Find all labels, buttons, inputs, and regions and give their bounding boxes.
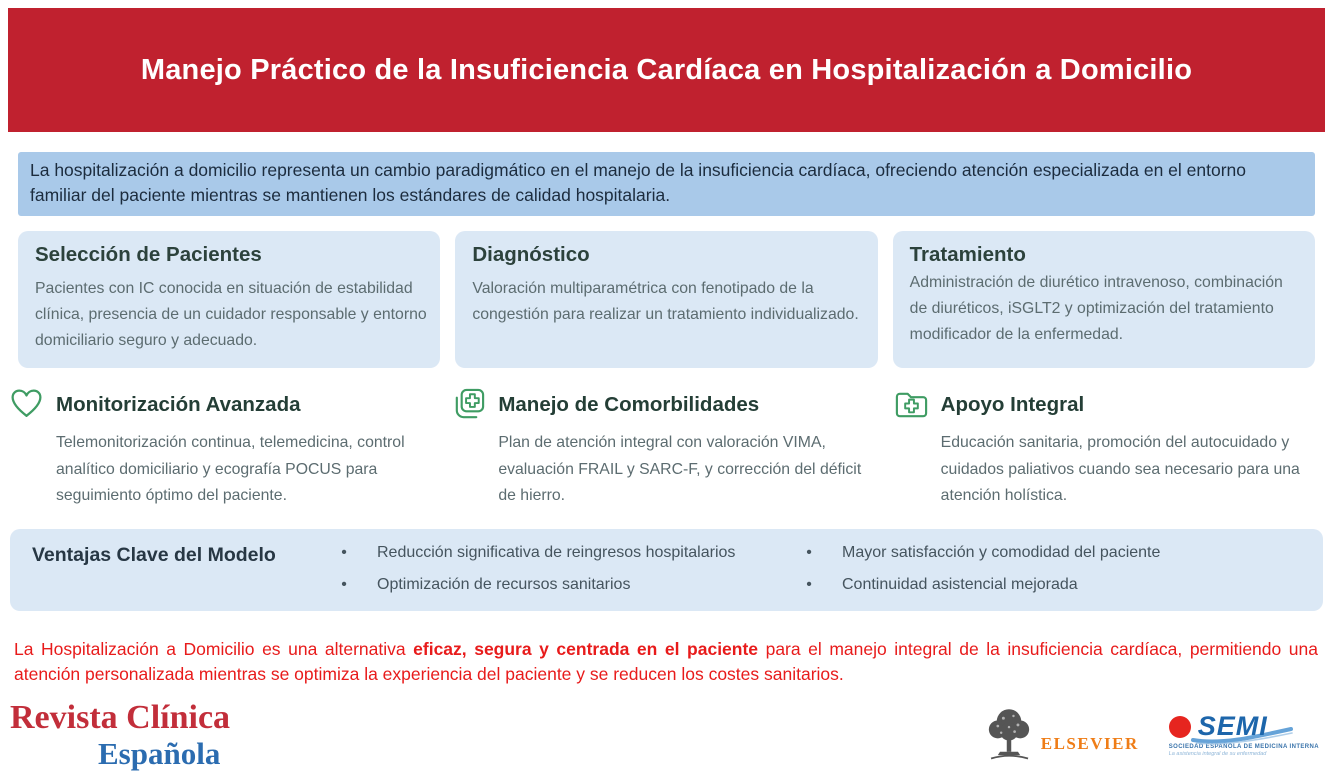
feature-monitorizacion (8, 386, 434, 509)
card-title: Selección de Pacientes (35, 242, 262, 266)
feature-comorbilidades (450, 386, 876, 509)
card-body: Administración de diurético intravenoso, combinación de diuréticos, iSGLT2 y optimización del tratamiento modificador de la enfermedad. (909, 273, 1283, 344)
feature-body: Telemonitorización continua, telemedicina, control analítico domiciliario y ecografía POCUS para seguimiento óptimo del paciente. (56, 434, 405, 504)
conclusion-bold: eficaz, segura y centrada en el paciente (413, 639, 759, 659)
feature-header (893, 386, 1319, 423)
feature-body: Plan de atención integral con valoración VIMA, evaluación FRAIL y SARC-F, y corrección del déficit de hierro. (498, 434, 862, 504)
advantage-text: Mayor satisfacción y comodidad del paciente (842, 544, 1161, 561)
advantage-text: Reducción significativa de reingresos hospitalarios (377, 544, 736, 561)
medical-report-plus-icon (450, 386, 487, 423)
card-tratamiento (893, 231, 1315, 369)
bullet-dot: • (806, 544, 812, 561)
feature-apoyo-integral (893, 386, 1319, 509)
cards-row (18, 231, 1315, 369)
infographic-page (0, 8, 1333, 771)
elsevier-wordmark: ELSEVIER (1040, 734, 1139, 754)
card-title: Diagnóstico (472, 242, 590, 266)
list-item (337, 543, 802, 563)
list-item (337, 575, 802, 595)
features-row (8, 386, 1319, 509)
advantages-title: Ventajas Clave del Modelo (32, 544, 276, 566)
card-title: Tratamiento (909, 242, 1026, 266)
feature-title: Manejo de Comorbilidades (498, 392, 760, 416)
bullet-dot: • (341, 544, 347, 561)
advantage-text: Optimización de recursos sanitarios (377, 576, 631, 593)
list-item (802, 575, 1303, 595)
heart-icon (8, 386, 45, 423)
semi-wordmark: SEMI (1197, 711, 1268, 742)
advantages-bar (10, 529, 1323, 611)
feature-header (8, 386, 434, 423)
header-banner (8, 8, 1325, 132)
semi-red-circle-icon (1169, 716, 1191, 738)
footer (10, 701, 1319, 769)
elsevier-tree-icon (984, 707, 1034, 763)
intro-box (18, 152, 1315, 216)
feature-title: Apoyo Integral (940, 392, 1085, 416)
journal-logo-line1: Revista Clínica (10, 699, 231, 737)
folder-plus-icon (893, 386, 930, 423)
semi-society-name: SOCIEDAD ESPAÑOLA DE MEDICINA INTERNA (1168, 744, 1319, 751)
feature-title: Monitorización Avanzada (56, 392, 301, 416)
feature-body: Educación sanitaria, promoción del autocuidado y cuidados paliativos cuando sea necesario para una atención holística. (940, 434, 1300, 504)
conclusion-pre: La Hospitalización a Domicilio es una alternativa (14, 639, 414, 659)
advantages-list-left (337, 543, 802, 607)
bullet-dot: • (341, 576, 347, 593)
elsevier-logo (984, 707, 1139, 763)
revista-clinica-espanola-logo (10, 701, 230, 769)
journal-logo-line2: Española (98, 736, 221, 771)
bullet-dot: • (806, 576, 812, 593)
card-body: Pacientes con IC conocida en situación de estabilidad clínica, presencia de un cuidador responsable y entorno domiciliario seguro y adecuado. (35, 279, 427, 350)
semi-tagline: La asistencia integral de su enfermedad (1168, 751, 1267, 758)
conclusion-post: para el manejo integral de la insuficiencia cardíaca, permitiendo una atención personalizada mientras se optimiza la experiencia del paciente y se reducen los costes sanitarios. (14, 639, 1319, 685)
intro-text: La hospitalización a domicilio representa un cambio paradigmático en el manejo de la insuficiencia cardíaca, ofreciendo atención especializada en el entorno familiar del paciente mientras se mantienen los estándares de calidad hospitalaria. (30, 160, 1247, 205)
list-item (802, 543, 1303, 563)
semi-logo (1169, 713, 1319, 757)
advantage-text: Continuidad asistencial mejorada (842, 576, 1078, 593)
semi-logo-top (1169, 713, 1319, 740)
card-diagnostico (455, 231, 877, 369)
advantages-list-right (802, 543, 1303, 607)
feature-header (450, 386, 876, 423)
page-title: Manejo Práctico de la Insuficiencia Cardíaca en Hospitalización a Domicilio (140, 53, 1193, 86)
card-body: Valoración multiparamétrica con fenotipado de la congestión para realizar un tratamiento individualizado. (472, 279, 859, 323)
card-seleccion-pacientes (18, 231, 440, 369)
footer-logos (984, 707, 1319, 763)
conclusion-text (14, 637, 1318, 687)
